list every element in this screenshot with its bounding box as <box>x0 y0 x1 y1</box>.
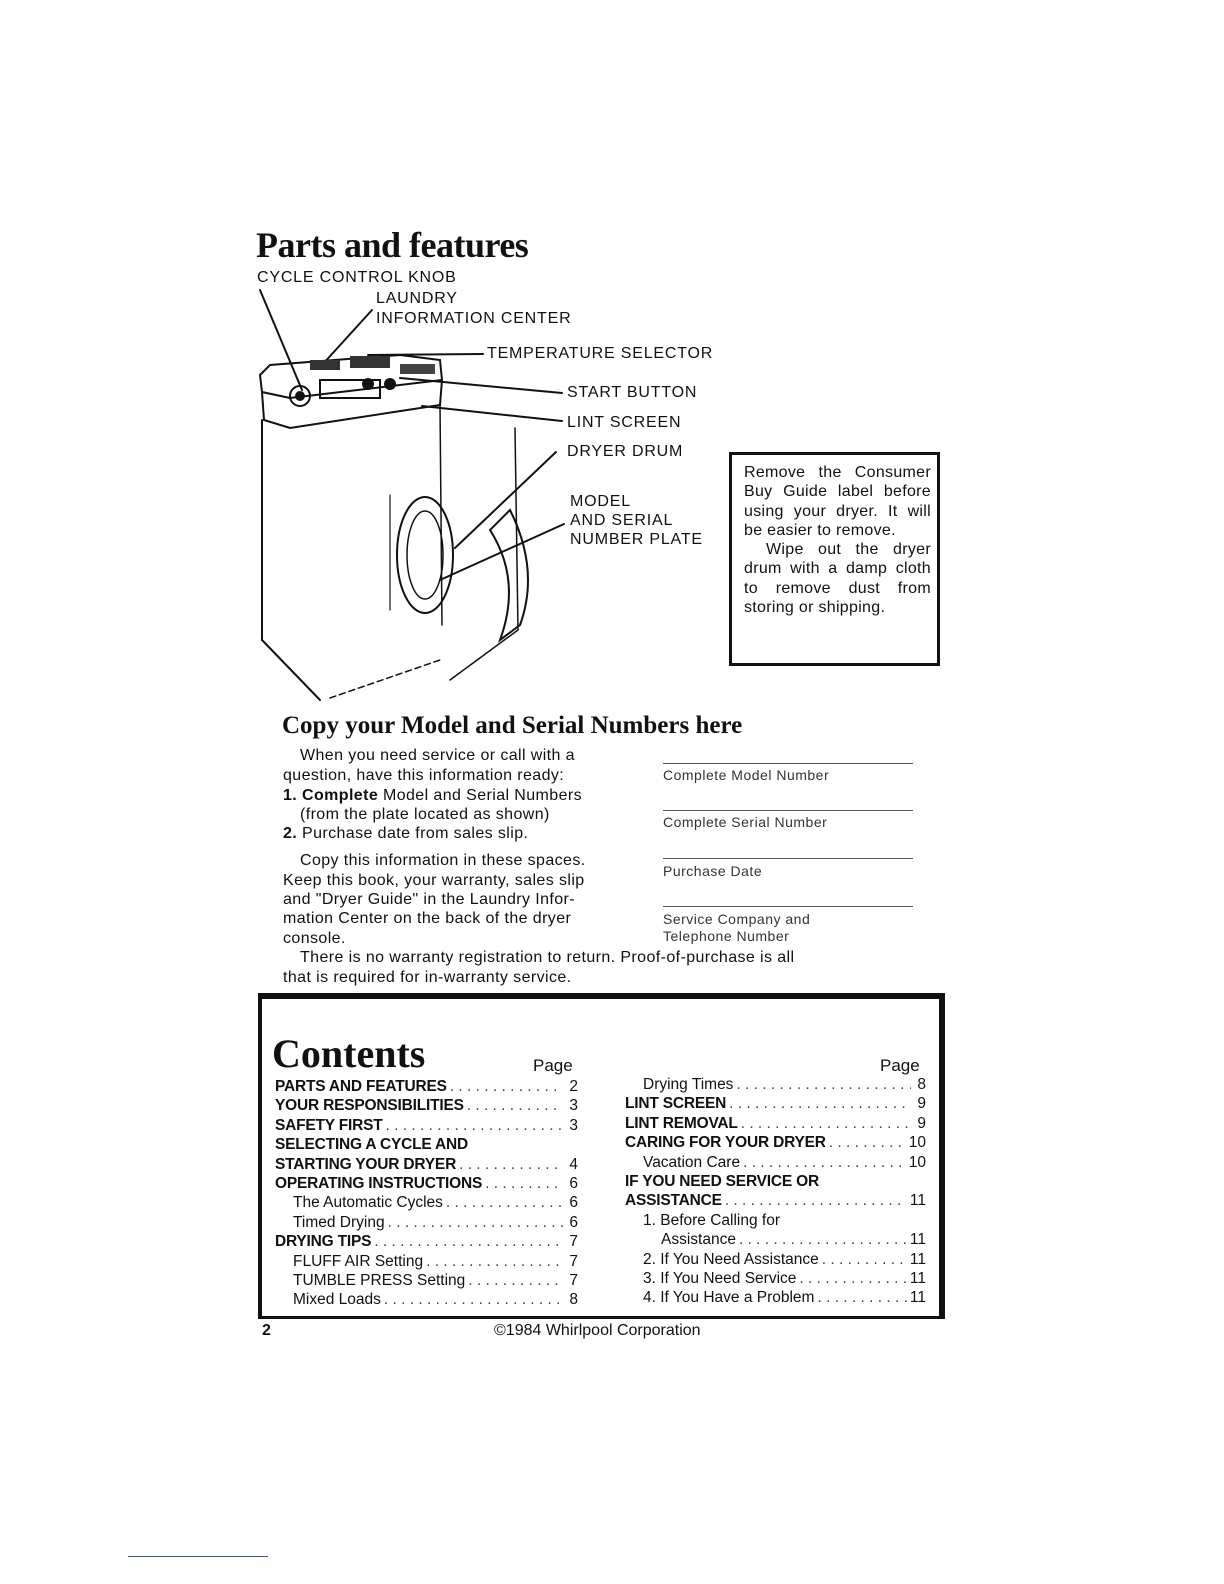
pointer-cycle-knob <box>260 290 302 390</box>
contents-right-column <box>625 1075 926 1308</box>
note-box <box>729 452 940 666</box>
contents-leader-dots <box>729 1094 911 1113</box>
copyright: ©1984 Whirlpool Corporation <box>494 1322 701 1339</box>
contents-row <box>625 1230 926 1249</box>
contents-leader-dots <box>374 1232 563 1251</box>
contents-entry-text: Assistance <box>661 1231 736 1249</box>
contents-leader-dots <box>741 1114 911 1133</box>
contents-row <box>275 1290 578 1309</box>
contents-entry-text: FLUFF AIR Setting <box>293 1252 424 1270</box>
contents-row <box>625 1153 926 1172</box>
label-temperature-selector: TEMPERATURE SELECTOR <box>487 345 714 362</box>
contents-row <box>275 1077 578 1096</box>
contents-entry-page: 9 <box>917 1095 926 1113</box>
contents-entry-page: 7 <box>569 1252 578 1270</box>
label-number-plate: NUMBER PLATE <box>570 531 703 548</box>
contents-row <box>275 1096 578 1115</box>
contents-row <box>625 1172 926 1191</box>
contents-entry-text: STARTING YOUR DRYER <box>275 1155 457 1173</box>
contents-row <box>275 1232 578 1251</box>
contents-row <box>625 1250 926 1269</box>
item-2-number: 2. <box>283 825 298 842</box>
contents-entry-text: SAFETY FIRST <box>275 1116 383 1134</box>
contents-entry-page: 6 <box>569 1213 578 1231</box>
contents-row <box>625 1191 926 1210</box>
label-information-center: INFORMATION CENTER <box>376 310 572 327</box>
contents-entry-text: LINT SCREEN <box>625 1095 727 1113</box>
bottom-rule <box>128 1556 268 1557</box>
contents-leader-dots <box>822 1250 907 1269</box>
contents-entry-text: PARTS AND FEATURES <box>275 1078 447 1095</box>
contents-row <box>275 1174 578 1193</box>
contents-row <box>625 1075 926 1094</box>
label-cycle-control-knob: CYCLE CONTROL KNOB <box>257 269 457 286</box>
contents-row <box>625 1114 926 1133</box>
contents-entry-page: 3 <box>569 1097 578 1115</box>
contents-entry-page: 11 <box>909 1289 926 1307</box>
contents-entry-text: CARING FOR YOUR DRYER <box>625 1134 826 1152</box>
note-paragraph-1: Remove the Consumer Buy Guide label before using your dryer. It will be easier to remove. <box>744 464 931 539</box>
contents-leader-dots <box>459 1155 563 1174</box>
note-paragraph-2: Wipe out the dryer drum with a damp cloth to remove dust from storing or shipping. <box>744 541 931 617</box>
contents-entry-page: 2 <box>569 1078 578 1095</box>
contents-row <box>275 1252 578 1271</box>
contents-entry-text: Drying Times <box>643 1076 734 1093</box>
contents-entry-page: 7 <box>569 1233 578 1251</box>
contents-entry-text: SELECTING A CYCLE AND <box>275 1136 469 1154</box>
dryer-drum-opening <box>397 497 453 613</box>
contents-entry-text: IF YOU NEED SERVICE OR <box>625 1173 819 1191</box>
copy-paragraph-line-4: mation Center on the back of the dryer <box>283 910 572 927</box>
console-front <box>262 380 442 428</box>
contents-leader-dots <box>799 1269 907 1288</box>
contents-row <box>625 1133 926 1152</box>
service-company-label-2: Telephone Number <box>663 928 790 944</box>
dryer-illustration <box>250 280 580 720</box>
contents-title: Contents <box>272 1031 426 1076</box>
contents-leader-dots <box>450 1077 563 1096</box>
contents-entry-page: 4 <box>569 1155 578 1173</box>
contents-entry-text: DRYING TIPS <box>275 1233 372 1251</box>
page-number: 2 <box>262 1322 271 1339</box>
contents-row <box>275 1135 578 1154</box>
contents-leader-dots <box>743 1153 906 1172</box>
item-1-text: Model and Serial Numbers <box>382 787 583 804</box>
contents-leader-dots <box>386 1116 563 1135</box>
contents-page-label-left: Page <box>533 1056 573 1075</box>
contents-leader-dots <box>468 1271 563 1290</box>
contents-leader-dots <box>467 1096 563 1115</box>
contents-row <box>625 1288 926 1307</box>
contents-leader-dots <box>426 1252 563 1271</box>
service-company-line <box>663 906 913 907</box>
contents-row <box>625 1269 926 1288</box>
contents-row <box>275 1116 578 1135</box>
copy-item-1 <box>283 786 582 806</box>
copy-paragraph-line-2: Keep this book, your warranty, sales slip <box>283 872 585 889</box>
contents-entry-page: 10 <box>908 1134 926 1152</box>
contents-leader-dots <box>384 1290 563 1309</box>
pointer-start-button <box>400 378 562 393</box>
contents-entry-page: 10 <box>908 1153 926 1171</box>
copy-intro-line-1: When you need service or call with a <box>300 747 575 764</box>
contents-entry-text: ASSISTANCE <box>625 1192 722 1210</box>
label-and-serial: AND SERIAL <box>570 512 674 529</box>
contents-entry-text: TUMBLE PRESS Setting <box>293 1272 466 1290</box>
contents-leader-dots <box>829 1133 906 1152</box>
purchase-date-line <box>663 858 913 859</box>
label-laundry: LAUNDRY <box>376 290 458 307</box>
copy-section-heading: Copy your Model and Serial Numbers here <box>282 712 743 739</box>
purchase-date-label: Purchase Date <box>663 863 763 879</box>
contents-leader-dots <box>485 1174 563 1193</box>
contents-entry-page: 8 <box>569 1291 578 1309</box>
copy-paragraph-line-6: There is no warranty registration to return. Proof-of-purchase is all <box>300 949 795 966</box>
open-door <box>490 510 528 640</box>
contents-leader-dots <box>446 1193 563 1212</box>
contents-entry-text: Timed Drying <box>293 1213 385 1231</box>
contents-entry-text: Vacation Care <box>643 1153 741 1171</box>
contents-entry-text: The Automatic Cycles <box>293 1194 443 1212</box>
contents-page-label-right: Page <box>880 1056 920 1075</box>
item-1-number: 1. <box>283 787 298 804</box>
pointer-lint-screen <box>422 406 562 421</box>
model-number-line <box>663 763 913 764</box>
contents-row <box>625 1211 926 1230</box>
contents-leader-dots <box>739 1230 907 1249</box>
contents-entry-text: 4. If You Have a Problem <box>643 1289 815 1307</box>
contents-row <box>275 1193 578 1212</box>
contents-row <box>625 1094 926 1113</box>
contents-leader-dots <box>725 1191 907 1210</box>
copy-paragraph-line-3: and "Dryer Guide" in the Laundry Infor- <box>283 891 575 908</box>
copy-paragraph-line-5: console. <box>283 930 346 947</box>
contents-entry-text: Mixed Loads <box>293 1291 381 1309</box>
contents-entry-text: 3. If You Need Service <box>643 1270 797 1288</box>
contents-row <box>275 1155 578 1174</box>
contents-row <box>275 1271 578 1290</box>
label-start-button: START BUTTON <box>567 384 698 401</box>
page-title: Parts and features <box>256 225 529 265</box>
item-1-bold: Complete <box>302 787 379 804</box>
contents-entry-page: 11 <box>909 1250 926 1268</box>
copy-item-2 <box>283 824 528 844</box>
contents-leader-dots <box>817 1288 906 1307</box>
contents-entry-text: 1. Before Calling for <box>643 1211 780 1229</box>
model-number-label: Complete Model Number <box>663 767 830 783</box>
contents-entry-page: 11 <box>909 1192 926 1210</box>
contents-leader-dots <box>736 1075 911 1094</box>
copy-paragraph-line-7: that is required for in-warranty service. <box>283 969 572 986</box>
cabinet-right <box>450 428 518 680</box>
contents-entry-page: 8 <box>917 1076 926 1093</box>
copy-intro-line-2: question, have this information ready: <box>283 767 565 784</box>
contents-entry-page: 6 <box>569 1175 578 1193</box>
contents-entry-page: 11 <box>909 1231 926 1249</box>
service-company-label-1: Service Company and <box>663 911 811 927</box>
label-dryer-drum: DRYER DRUM <box>567 443 684 460</box>
serial-number-label: Complete Serial Number <box>663 814 828 830</box>
contents-row <box>275 1213 578 1232</box>
serial-number-line <box>663 810 913 811</box>
contents-leader-dots <box>388 1213 563 1232</box>
cabinet-bottom-left <box>262 640 320 700</box>
contents-entry-page: 11 <box>909 1270 926 1288</box>
contents-entry-text: 2. If You Need Assistance <box>643 1250 819 1268</box>
item-2-text: Purchase date from sales slip. <box>302 825 529 842</box>
contents-entry-page: 9 <box>917 1114 926 1132</box>
contents-entry-text: YOUR RESPONSIBILITIES <box>275 1097 464 1115</box>
label-lint-screen: LINT SCREEN <box>567 414 682 431</box>
contents-entry-page: 6 <box>569 1194 578 1212</box>
contents-left-column <box>275 1077 578 1310</box>
copy-item-1-sub: (from the plate located as shown) <box>300 806 550 823</box>
contents-entry-page: 7 <box>569 1272 578 1290</box>
contents-entry-page: 3 <box>569 1116 578 1134</box>
copy-paragraph-line-1: Copy this information in these spaces. <box>300 852 586 869</box>
contents-entry-text: OPERATING INSTRUCTIONS <box>275 1175 483 1193</box>
contents-entry-text: LINT REMOVAL <box>625 1114 738 1132</box>
label-model: MODEL <box>570 493 631 510</box>
pointer-temperature <box>368 354 483 355</box>
